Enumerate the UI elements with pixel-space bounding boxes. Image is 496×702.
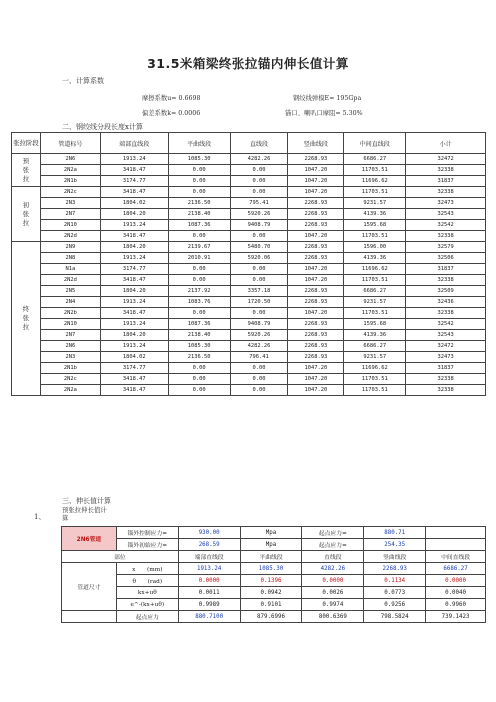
start-stress-label: 起点应力= [302,527,364,539]
value-cell: 2268.93 [288,220,344,231]
value-cell: 32338 [406,385,486,396]
value-cell: 1085.30 [240,563,302,575]
value-cell: 739.1423 [426,611,486,623]
value-cell: 2136.50 [168,352,230,363]
value-cell: 0.1134 [364,575,426,587]
stage-cell: 初张拉 [12,187,41,242]
value-cell: 1913.24 [178,563,240,575]
duct-id-cell: 2N7 [40,330,100,341]
value-cell: 5480.70 [230,242,288,253]
column-header: 直线段 [230,133,288,154]
value-cell: 3418.47 [100,385,168,396]
value-cell: 2268.93 [288,209,344,220]
segment-header: 直线段 [302,551,364,563]
value-cell: 1085.30 [168,154,230,165]
value-cell: 0.00 [168,363,230,374]
column-header: 中间直线段 [344,133,406,154]
value-cell: 2136.50 [168,198,230,209]
table-row [62,599,486,611]
table-row [12,297,486,308]
table-row [12,242,486,253]
value-cell: 879.6996 [240,611,302,623]
row-label: θ (rad) [116,575,178,587]
value-cell: 11703.51 [344,165,406,176]
value-cell: 1804.02 [100,198,168,209]
table-header-row [12,133,486,154]
value-cell: 2268.93 [288,341,344,352]
value-cell: 1087.36 [168,319,230,330]
empty-cell [426,539,486,551]
value-cell: 0.9989 [178,599,240,611]
empty-cell [62,611,117,623]
value-cell: 32436 [406,297,486,308]
value-cell: 2268.93 [288,330,344,341]
value-cell: 2268.93 [288,286,344,297]
value-cell: 11703.51 [344,308,406,319]
table-row [12,220,486,231]
page-title: 31.5米箱梁终张拉锚内伸长值计算 [147,56,349,71]
value-cell: 32473 [406,352,486,363]
value-cell: 3418.47 [100,231,168,242]
table-row [12,264,486,275]
duct-id-cell: 2N9 [40,242,100,253]
value-cell: 0.00 [230,385,288,396]
stress-unit: Mpa [240,539,302,551]
column-header: 竖曲线段 [288,133,344,154]
value-cell: 32338 [406,187,486,198]
table-row [62,551,486,563]
value-cell: 3418.47 [100,165,168,176]
duct-id-cell: 2N3 [40,198,100,209]
value-cell: 0.0011 [178,587,240,599]
table-row [12,363,486,374]
column-header: 管道标号 [40,133,100,154]
row-label: e^-(kx+uθ) [116,599,178,611]
value-cell: 3357.18 [230,286,288,297]
duct-id-cell: 2N2d [40,231,100,242]
value-cell: 2138.40 [168,330,230,341]
value-cell: 796.41 [230,352,288,363]
value-cell: 11696.62 [344,363,406,374]
row-label: kx+uθ [116,587,178,599]
value-cell: 5920.26 [230,330,288,341]
table-row [62,539,486,551]
value-cell: 0.0942 [240,587,302,599]
segment-header: 竖曲线段 [364,551,426,563]
value-cell: 1047.20 [288,264,344,275]
value-cell: 0.00 [168,176,230,187]
value-cell: 32543 [406,330,486,341]
value-cell: 32472 [406,154,486,165]
value-cell: 3418.47 [100,308,168,319]
stage-cell: 预张拉 [12,154,41,187]
value-cell: 32506 [406,253,486,264]
table-row [12,308,486,319]
value-cell: 32472 [406,341,486,352]
value-cell: 880.7100 [178,611,240,623]
value-cell: 32542 [406,220,486,231]
value-cell: 0.00 [230,308,288,319]
value-cell: 798.5824 [364,611,426,623]
value-cell: 4282.26 [302,563,364,575]
value-cell: 0.00 [168,187,230,198]
table-row [62,587,486,599]
value-cell: 0.00 [168,385,230,396]
value-cell: 6686.27 [344,341,406,352]
value-cell: 2139.67 [168,242,230,253]
table-row [12,187,486,198]
duct-id-cell: 2N2d [40,275,100,286]
value-cell: 32579 [406,242,486,253]
value-cell: 1913.24 [100,220,168,231]
value-cell: 0.0773 [364,587,426,599]
value-cell: 32338 [406,308,486,319]
start-stress-value: 254.35 [364,539,426,551]
stage-cell: 终张拉 [12,242,41,396]
table-row [12,253,486,264]
duct-id-cell: 2N6 [40,154,100,165]
value-cell: 1804.20 [100,209,168,220]
value-cell: 800.6369 [302,611,364,623]
value-cell: 0.00 [168,231,230,242]
value-cell: 0.0026 [302,587,364,599]
table-row [12,231,486,242]
value-cell: 6686.27 [426,563,486,575]
duct-id-cell: 2N6 [40,341,100,352]
value-cell: 2268.93 [288,253,344,264]
duct-id-cell: 2N1b [40,176,100,187]
value-cell: 1804.20 [100,330,168,341]
value-cell: 4139.36 [344,330,406,341]
table-row [12,374,486,385]
value-cell: 2268.93 [288,319,344,330]
value-cell: 6686.27 [344,154,406,165]
value-cell: 1913.24 [100,319,168,330]
value-cell: 3174.77 [100,264,168,275]
value-cell: 1595.68 [344,319,406,330]
table-row [12,275,486,286]
row-label: x (mm) [116,563,178,575]
value-cell: 11703.51 [344,374,406,385]
value-cell: 0.9974 [302,599,364,611]
value-cell: 1087.36 [168,220,230,231]
duct-id-cell: 2N10 [40,319,100,330]
duct-id-cell: 2N10 [40,220,100,231]
value-cell: 2268.93 [288,154,344,165]
duct-id-cell: 2N2a [40,165,100,176]
value-cell: 0.9101 [240,599,302,611]
duct-id-cell: 2N3 [40,352,100,363]
value-cell: 32543 [406,209,486,220]
value-cell: 1804.20 [100,242,168,253]
initial-stress-label: 锚外初始应力= [116,539,178,551]
value-cell: 2268.93 [288,198,344,209]
value-cell: 3174.77 [100,176,168,187]
part-label: 部位 [62,551,179,563]
value-cell: 1720.50 [230,297,288,308]
value-cell: 31837 [406,264,486,275]
start-stress-value: 880.71 [364,527,426,539]
elastic-modulus: 钢绞线弹模E= 195Gpa [293,95,362,102]
duct-id-cell: 2N5 [40,286,100,297]
section-segment-lengths: 二、钢绞线分段长度x计算 [62,123,143,131]
value-cell: 3418.47 [100,374,168,385]
value-cell: 9231.57 [344,198,406,209]
value-cell: 4139.36 [344,253,406,264]
value-cell: 0.00 [168,308,230,319]
value-cell: 11703.51 [344,275,406,286]
value-cell: 1047.20 [288,176,344,187]
value-cell: 1913.24 [100,253,168,264]
value-cell: 5920.26 [230,209,288,220]
duct-id-cell: 2N2b [40,308,100,319]
table-row [12,176,486,187]
segment-header: 中间直线段 [426,551,486,563]
table-row [62,575,486,587]
table-row [12,286,486,297]
table-row [12,165,486,176]
duct-tag: 2N6管道 [62,527,117,551]
value-cell: 2268.93 [364,563,426,575]
value-cell: 32542 [406,319,486,330]
value-cell: 9231.57 [344,297,406,308]
table-row [62,527,486,539]
stress-unit: Mpa [240,527,302,539]
table-row [12,352,486,363]
value-cell: 2268.93 [288,297,344,308]
value-cell: 1913.24 [100,154,168,165]
value-cell: 32338 [406,231,486,242]
value-cell: 0.0040 [426,587,486,599]
value-cell: 2137.92 [168,286,230,297]
value-cell: 31837 [406,363,486,374]
value-cell: 31837 [406,176,486,187]
value-cell: 4282.26 [230,154,288,165]
value-cell: 32338 [406,374,486,385]
duct-id-cell: 2N2a [40,385,100,396]
value-cell: 1083.76 [168,297,230,308]
value-cell: 2268.93 [288,352,344,363]
value-cell: 0.0000 [426,575,486,587]
initial-stress-value: 268.59 [178,539,240,551]
value-cell: 3418.47 [100,275,168,286]
start-stress-label: 起点应力= [302,539,364,551]
value-cell: 0.9256 [364,599,426,611]
value-cell: 1595.68 [344,220,406,231]
duct-id-cell: 2N7 [40,209,100,220]
section-coefficients: 一、计算系数 [62,77,104,85]
value-cell: 9408.79 [230,319,288,330]
value-cell: 1047.20 [288,165,344,176]
value-cell: 0.00 [168,275,230,286]
friction-coefficient: 摩擦系数u= 0.6698 [142,95,201,102]
value-cell: 0.00 [230,264,288,275]
table-row [12,198,486,209]
value-cell: 1047.20 [288,231,344,242]
table-row [12,385,486,396]
value-cell: 0.00 [168,264,230,275]
value-cell: 0.00 [230,231,288,242]
value-cell: 11696.62 [344,264,406,275]
value-cell: 0.00 [230,165,288,176]
duct-id-cell: 2N2c [40,374,100,385]
elongation-table [61,526,486,623]
value-cell: 1047.20 [288,374,344,385]
value-cell: 795.41 [230,198,288,209]
value-cell: 0.00 [230,187,288,198]
value-cell: 3174.77 [100,363,168,374]
empty-cell [426,527,486,539]
control-stress-label: 锚外控制应力= [116,527,178,539]
value-cell: 11703.51 [344,231,406,242]
row-label: 起点应力 [116,611,178,623]
subsection-number: 1、 [34,513,46,521]
value-cell: 9231.57 [344,352,406,363]
value-cell: 4282.26 [230,341,288,352]
value-cell: 32509 [406,286,486,297]
duct-id-cell: 2N2c [40,187,100,198]
section-elongation: 三、伸长值计算 [62,497,111,505]
duct-id-cell: N1a [40,264,100,275]
value-cell: 1913.24 [100,297,168,308]
value-cell: 3418.47 [100,187,168,198]
value-cell: 5920.06 [230,253,288,264]
value-cell: 1804.20 [100,286,168,297]
column-header: 小计 [406,133,486,154]
value-cell: 32338 [406,165,486,176]
value-cell: 0.1396 [240,575,302,587]
table-row [62,611,486,623]
control-stress-value: 930.00 [178,527,240,539]
subsection-title: 预张拉伸长值计算 [62,506,107,522]
duct-id-cell: 2N4 [40,297,100,308]
value-cell: 1047.20 [288,308,344,319]
value-cell: 1047.20 [288,187,344,198]
table-row [12,209,486,220]
value-cell: 0.0000 [302,575,364,587]
value-cell: 4139.36 [344,209,406,220]
value-cell: 1913.24 [100,341,168,352]
value-cell: 0.00 [230,363,288,374]
table-row [12,154,486,165]
value-cell: 1804.02 [100,352,168,363]
value-cell: 2268.93 [288,242,344,253]
column-header: 张拉阶段 [12,133,41,154]
anchor-friction-loss: 锚口、喇叭口摩阻= 5.30% [285,110,363,117]
value-cell: 0.9960 [426,599,486,611]
value-cell: 11703.51 [344,187,406,198]
value-cell: 0.00 [230,374,288,385]
segment-length-table [11,132,486,396]
value-cell: 2138.40 [168,209,230,220]
value-cell: 11696.62 [344,176,406,187]
value-cell: 11703.51 [344,385,406,396]
value-cell: 1047.20 [288,363,344,374]
value-cell: 1047.20 [288,275,344,286]
value-cell: 9408.79 [230,220,288,231]
value-cell: 1596.00 [344,242,406,253]
duct-size-label: 管道尺寸 [62,563,117,611]
deviation-coefficient: 偏差系数k= 0.0006 [142,110,201,117]
value-cell: 0.00 [230,176,288,187]
value-cell: 0.00 [168,165,230,176]
column-header: 平曲线段 [168,133,230,154]
value-cell: 6686.27 [344,286,406,297]
value-cell: 2010.91 [168,253,230,264]
table-row [12,341,486,352]
column-header: 端部直线段 [100,133,168,154]
table-row [62,563,486,575]
value-cell: 0.00 [168,374,230,385]
duct-id-cell: 2N1b [40,363,100,374]
value-cell: 0.00 [230,275,288,286]
value-cell: 1085.30 [168,341,230,352]
table-row [12,330,486,341]
segment-header: 平曲线段 [240,551,302,563]
value-cell: 1047.20 [288,385,344,396]
value-cell: 32338 [406,275,486,286]
value-cell: 32473 [406,198,486,209]
duct-id-cell: 2N8 [40,253,100,264]
table-row [12,319,486,330]
segment-header: 端部直线段 [178,551,240,563]
value-cell: 0.0000 [178,575,240,587]
